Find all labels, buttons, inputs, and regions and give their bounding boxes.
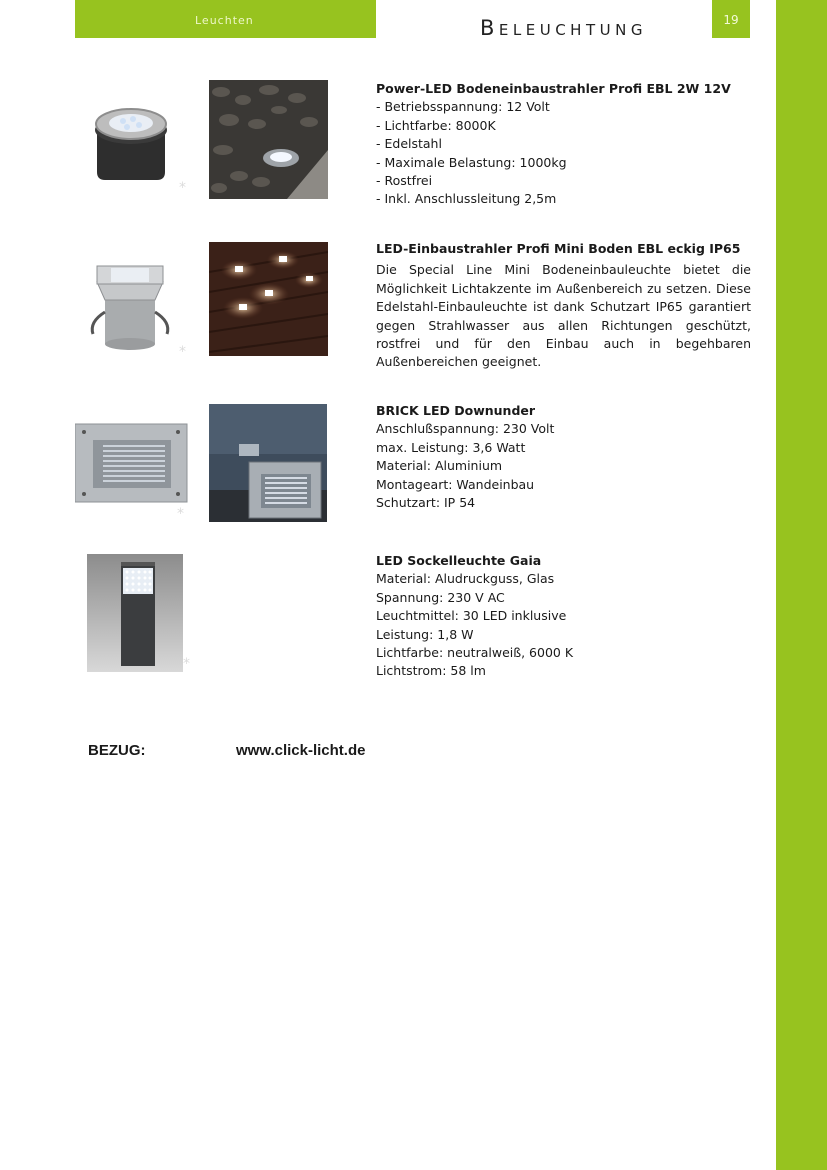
page-number: 19 bbox=[723, 13, 739, 27]
right-accent-bar bbox=[776, 0, 827, 1170]
product-3-spec: Montageart: Wandeinbau bbox=[376, 476, 535, 492]
svg-text:*: * bbox=[183, 656, 190, 672]
product-1-spec: - Maximale Belastung: 1000kg bbox=[376, 154, 567, 170]
product-2-title: LED-Einbaustrahler Profi Mini Boden EBL eckig IP65 bbox=[376, 241, 741, 256]
product-3-spec: Material: Aluminium bbox=[376, 458, 503, 474]
product-2-scene-image bbox=[209, 242, 328, 356]
product-2 bbox=[75, 240, 755, 370]
product-3-spec: Anschlußspannung: 230 Volt bbox=[376, 421, 555, 437]
product-4-image bbox=[87, 554, 197, 672]
svg-text:*: * bbox=[177, 506, 184, 522]
product-3-spec: Schutzart: IP 54 bbox=[376, 495, 476, 511]
page-number-box bbox=[712, 0, 750, 38]
product-4-spec: Material: Aludruckguss, Glas bbox=[376, 571, 555, 587]
product-4 bbox=[75, 552, 755, 679]
product-4-spec: Leistung: 1,8 W bbox=[376, 626, 474, 642]
product-3-image bbox=[75, 402, 195, 522]
product-1-spec: - Edelstahl bbox=[376, 136, 442, 152]
product-4-spec: Lichtstrom: 58 lm bbox=[376, 663, 486, 679]
product-1-scene-image bbox=[209, 80, 328, 199]
product-2-description: Die Special Line Mini Bodeneinbauleuchte bietet die Möglichkeit Lichtakzente im Außenbereich zu setzen. Diese Edelstahl-Einbauleuchte ist dank Schutzart IP65 garantiert gegen Strahlwasser aus allen Richtungen geschützt, rostfrei und für den Einbau auch in begehbaren Außenbereichen geeignet. bbox=[376, 262, 751, 370]
bezug-link[interactable]: www.click-licht.de bbox=[236, 742, 366, 759]
section-tab bbox=[75, 0, 376, 38]
product-2-text bbox=[376, 240, 751, 372]
product-1-title: Power-LED Bodeneinbaustrahler Profi EBL 2W 12V bbox=[376, 81, 731, 96]
svg-text:*: * bbox=[179, 344, 186, 360]
product-4-text bbox=[376, 552, 751, 681]
bezug-label: BEZUG: bbox=[88, 742, 146, 759]
product-4-spec: Leuchtmittel: 30 LED inklusive bbox=[376, 608, 567, 624]
page-title: Beleuchtung bbox=[480, 16, 647, 40]
product-4-title: LED Sockelleuchte Gaia bbox=[376, 553, 542, 568]
product-1-spec: - Inkl. Anschlussleitung 2,5m bbox=[376, 191, 557, 207]
product-1 bbox=[75, 80, 755, 207]
product-1-image bbox=[75, 80, 195, 200]
product-1-spec: - Rostfrei bbox=[376, 173, 433, 189]
product-3-scene-image bbox=[209, 404, 327, 522]
product-3-title: BRICK LED Downunder bbox=[376, 403, 536, 418]
product-3-text bbox=[376, 402, 751, 512]
svg-text:*: * bbox=[179, 180, 186, 196]
product-2-image bbox=[75, 242, 195, 362]
product-1-spec: - Lichtfarbe: 8000K bbox=[376, 117, 496, 133]
product-3-spec: max. Leistung: 3,6 Watt bbox=[376, 439, 526, 455]
product-4-spec: Lichtfarbe: neutralweiß, 6000 K bbox=[376, 645, 574, 661]
product-3 bbox=[75, 402, 755, 522]
product-4-spec: Spannung: 230 V AC bbox=[376, 589, 505, 605]
section-tab-label: Leuchten bbox=[195, 14, 254, 27]
product-1-text bbox=[376, 80, 751, 209]
product-1-spec: - Betriebsspannung: 12 Volt bbox=[376, 99, 550, 115]
